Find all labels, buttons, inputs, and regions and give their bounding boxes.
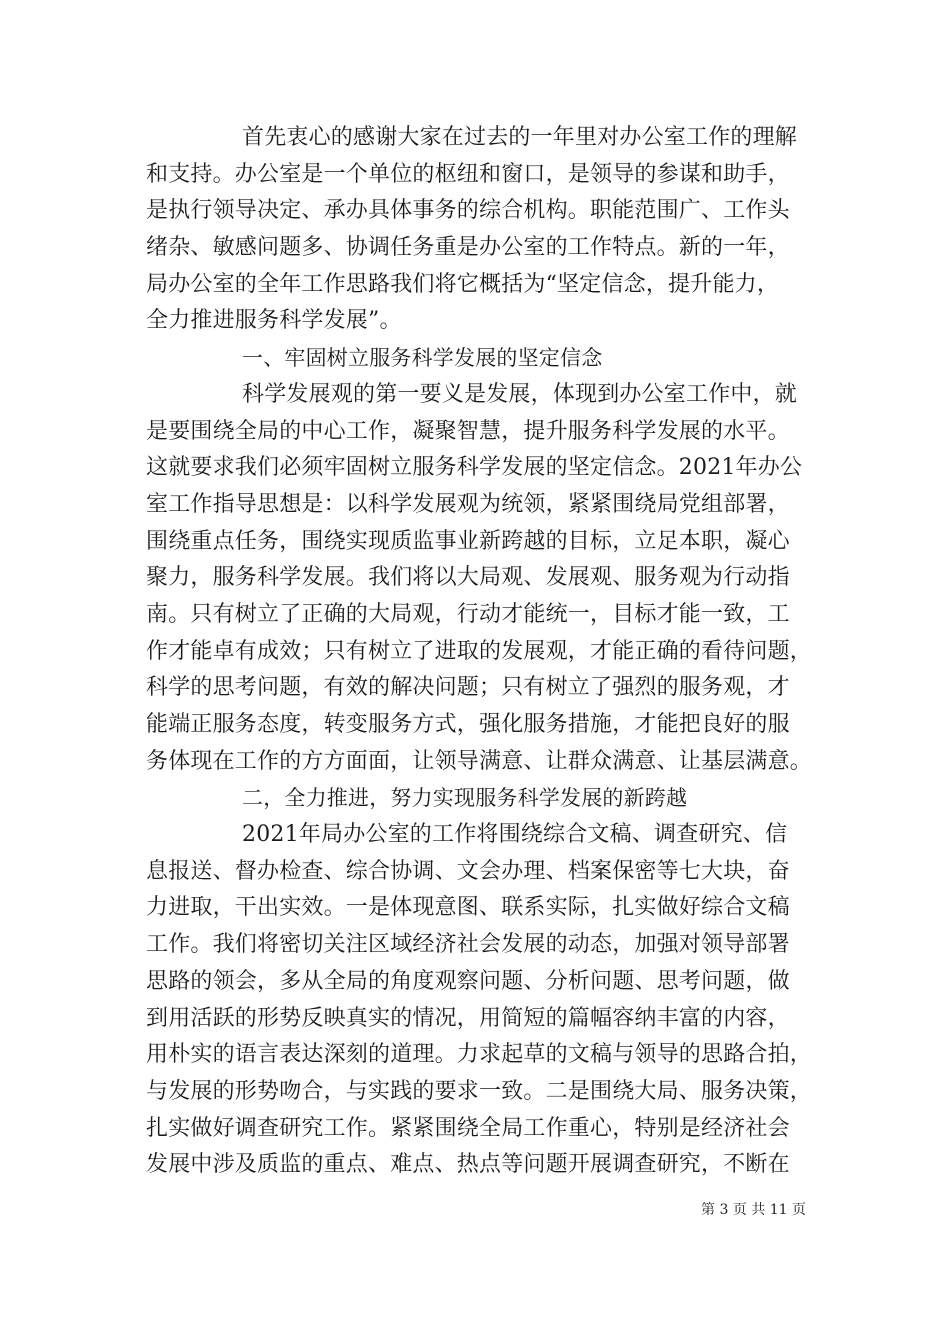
paragraph-line: 与发展的形势吻合，与实践的要求一致。二是围绕大局、服务决策， bbox=[146, 1078, 813, 1104]
paragraph-line: 务体现在工作的方方面面，让领导满意、让群众满意、让基层满意。 bbox=[146, 748, 813, 774]
paragraph-line: 科学的思考问题，有效的解决问题；只有树立了强烈的服务观，才 bbox=[146, 675, 790, 701]
paragraph-line: 全力推进服务科学发展”。 bbox=[146, 308, 402, 334]
paragraph-line: 和支持。办公室是一个单位的枢纽和窗口，是领导的参谋和助手， bbox=[146, 161, 790, 187]
paragraph-line: 用朴实的语言表达深刻的道理。力求起草的文稿与领导的思路合拍， bbox=[146, 1042, 813, 1068]
paragraph-line: 力进取，干出实效。一是体现意图、联系实际，扎实做好综合文稿 bbox=[146, 895, 790, 921]
paragraph-line: 围绕重点任务，围绕实现质监事业新跨越的目标，立足本职，凝心 bbox=[146, 528, 790, 554]
paragraph-line: 首先衷心的感谢大家在过去的一年里对办公室工作的理解 bbox=[242, 125, 798, 150]
paragraph-line: 到用活跃的形势反映真实的情况，用简短的篇幅容纳丰富的内容， bbox=[146, 1005, 790, 1031]
paragraph-line: 思路的领会，多从全局的角度观察问题、分析问题、思考问题，做 bbox=[146, 968, 790, 994]
paragraph-line: 局办公室的全年工作思路我们将它概括为“坚定信念，提升能力， bbox=[146, 271, 780, 297]
paragraph-line: 南。只有树立了正确的大局观，行动才能统一，目标才能一致，工 bbox=[146, 601, 790, 627]
paragraph-line: 聚力，服务科学发展。我们将以大局观、发展观、服务观为行动指 bbox=[146, 565, 790, 591]
paragraph-line: 作才能卓有成效；只有树立了进取的发展观，才能正确的看待问题， bbox=[146, 638, 813, 664]
paragraph-line: 息报送、督办检查、综合协调、文会办理、档案保密等七大块，奋 bbox=[146, 858, 790, 884]
paragraph-line: 这就要求我们必须牢固树立服务科学发展的坚定信念。2021年办公 bbox=[146, 455, 803, 481]
paragraph-line: 是要围绕全局的中心工作，凝聚智慧，提升服务科学发展的水平。 bbox=[146, 418, 790, 444]
paragraph-line: 2021年局办公室的工作将围绕综合文稿、调查研究、信 bbox=[242, 822, 788, 848]
paragraph-line: 工作。我们将密切关注区域经济社会发展的动态，加强对领导部署 bbox=[146, 932, 790, 958]
paragraph-line: 能端正服务态度，转变服务方式，强化服务措施，才能把良好的服 bbox=[146, 712, 790, 737]
paragraph-line: 科学发展观的第一要义是发展，体现到办公室工作中，就 bbox=[242, 381, 798, 407]
section-heading-1: 一、牢固树立服务科学发展的坚定信念 bbox=[242, 346, 603, 371]
paragraph-line: 是执行领导决定、承办具体事务的综合机构。职能范围广、工作头 bbox=[146, 198, 790, 224]
paragraph-line: 室工作指导思想是：以科学发展观为统领，紧紧围绕局党组部署， bbox=[146, 491, 790, 517]
paragraph-line: 扎实做好调查研究工作。紧紧围绕全局工作重心，特别是经济社会 bbox=[146, 1115, 790, 1141]
section-heading-2: 二，全力推进，努力实现服务科学发展的新跨越 bbox=[242, 786, 688, 811]
paragraph-line: 发展中涉及质监的重点、难点、热点等问题开展调查研究，不断在 bbox=[146, 1152, 790, 1178]
document-body bbox=[146, 120, 836, 1184]
page-number: 第 3 页 共 11 页 bbox=[701, 1202, 806, 1218]
paragraph-line: 绪杂、敏感问题多、协调任务重是办公室的工作特点。新的一年， bbox=[146, 235, 790, 261]
